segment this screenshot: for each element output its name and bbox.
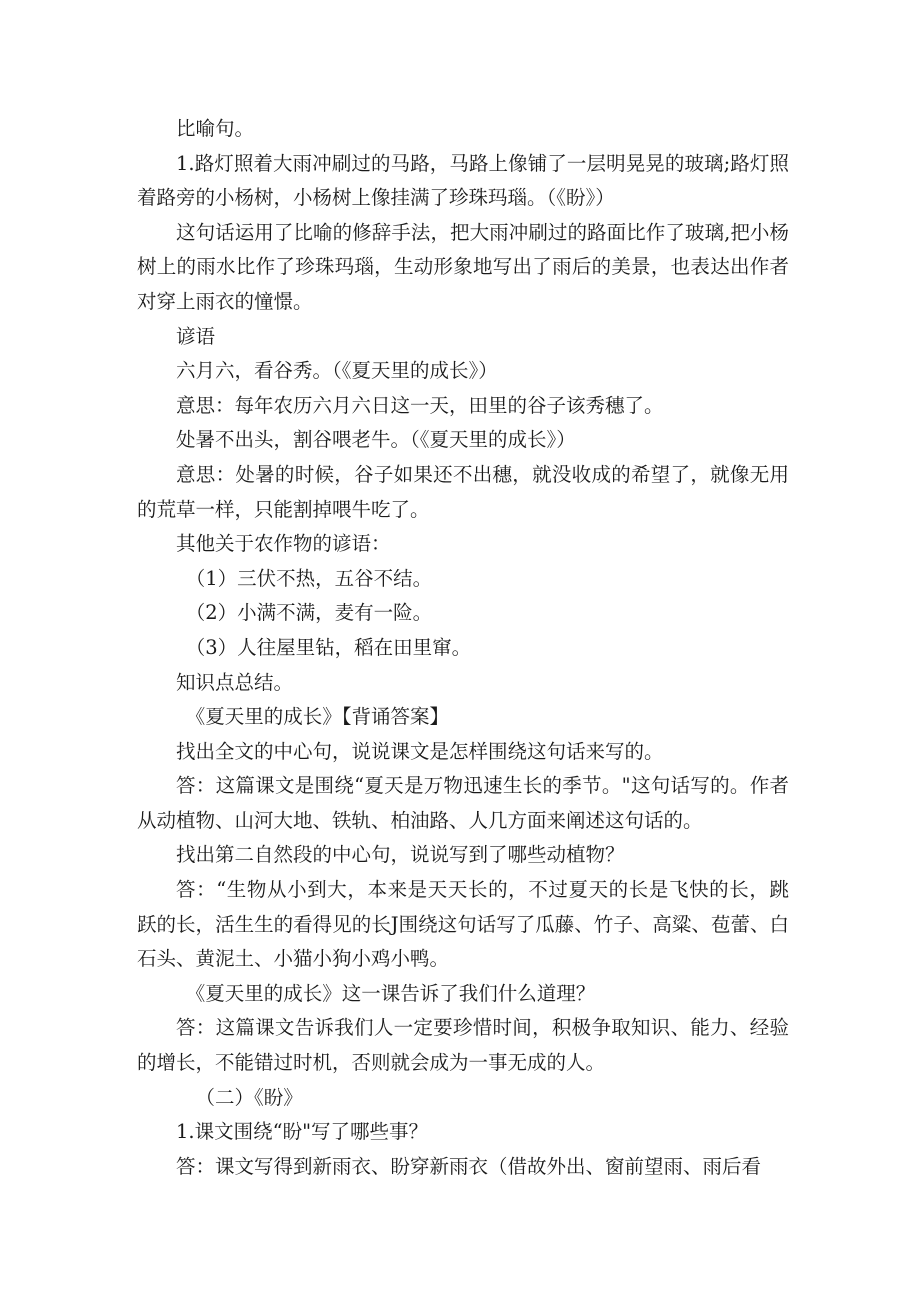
- heading-summary: 知识点总结。: [176, 670, 294, 694]
- heading-section-2: （二）《盼》: [195, 1085, 303, 1109]
- paragraph-answer-2: 答：“生物从小到大，本来是天天长的，不过夏天的长是飞快的长，跳跃的长，活生生的看得见的长J围绕这句话写了瓜藤、竹子、高粱、苞蕾、白石头、黄泥土、小猫小狗小鸡小鸭。: [137, 878, 789, 971]
- paragraph-proverb-1: 六月六，看谷秀。（《夏天里的成长》）: [176, 359, 498, 383]
- paragraph-proverb-2: 处暑不出头，割谷喂老牛。（《夏天里的成长》）: [176, 428, 576, 452]
- paragraph-answer-1: 答：这篇课文是围绕“夏天是万物迅速生长的季节。"这句话写的。作者从动植物、山河大地、铁轨、柏油路、人几方面来阐述这句话的。: [137, 774, 789, 832]
- heading-simile: 比喻句。: [176, 117, 255, 140]
- paragraph-answer-4: 答：课文写得到新雨衣、盼穿新雨衣（借故外出、窗前望雨、雨后看: [176, 1154, 762, 1178]
- paragraph-proverb-2-meaning: 意思：处暑的时候，谷子如果还不出穗，就没收成的希望了，就像无用的荒草一样，只能割掉喂牛吃了。: [137, 462, 789, 521]
- paragraph-question-3: 《夏天里的成长》这一课告诉了我们什么道理？: [185, 981, 596, 1005]
- list-item-proverb-2: （2）小满不满，麦有一险。: [185, 601, 433, 625]
- paragraph-question-2: 找出第二自然段的中心句，说说写到了哪些动植物？: [176, 843, 625, 867]
- heading-recitation-answers: 《夏天里的成长》【背诵答案】: [185, 705, 450, 729]
- paragraph-answer-3: 答：这篇课文告诉我们人一定要珍惜时间，积极争取知识、能力、经验的增长，不能错过时机，否则就会成为一事无成的人。: [137, 1016, 789, 1075]
- list-item-proverb-1: （1）三伏不热，五谷不结。: [185, 566, 433, 590]
- paragraph-simile-explanation: 这句话运用了比喻的修辞手法，把大雨冲刷过的路面比作了玻璃,把小杨树上的雨水比作了珍珠玛瑙，生动形象地写出了雨后的美景，也表达出作者对穿上雨衣的憧憬。: [137, 220, 789, 313]
- paragraph-question-1: 找出全文的中心句，说说课文是怎样围绕这句话来写的。: [176, 739, 664, 763]
- heading-proverbs: 谚语: [176, 324, 216, 348]
- paragraph-proverb-1-meaning: 意思：每年农历六月六日这一天，田里的谷子该秀穗了。: [176, 393, 664, 417]
- list-item-proverb-3: （3）人往屋里钻，稻在田里窜。: [185, 635, 472, 659]
- paragraph-other-proverbs-heading: 其他关于农作物的谚语：: [176, 532, 391, 556]
- paragraph-question-4: 1.课文围绕“盼"写了哪些事？: [176, 1120, 429, 1144]
- document-body: [137, 112, 789, 1184]
- paragraph-simile-example: 1.路灯照着大雨冲刷过的马路，马路上像铺了一层明晃晃的玻璃;路灯照着路旁的小杨树，小杨树上像挂满了珍珠玛瑙。（《盼》）: [137, 151, 789, 210]
